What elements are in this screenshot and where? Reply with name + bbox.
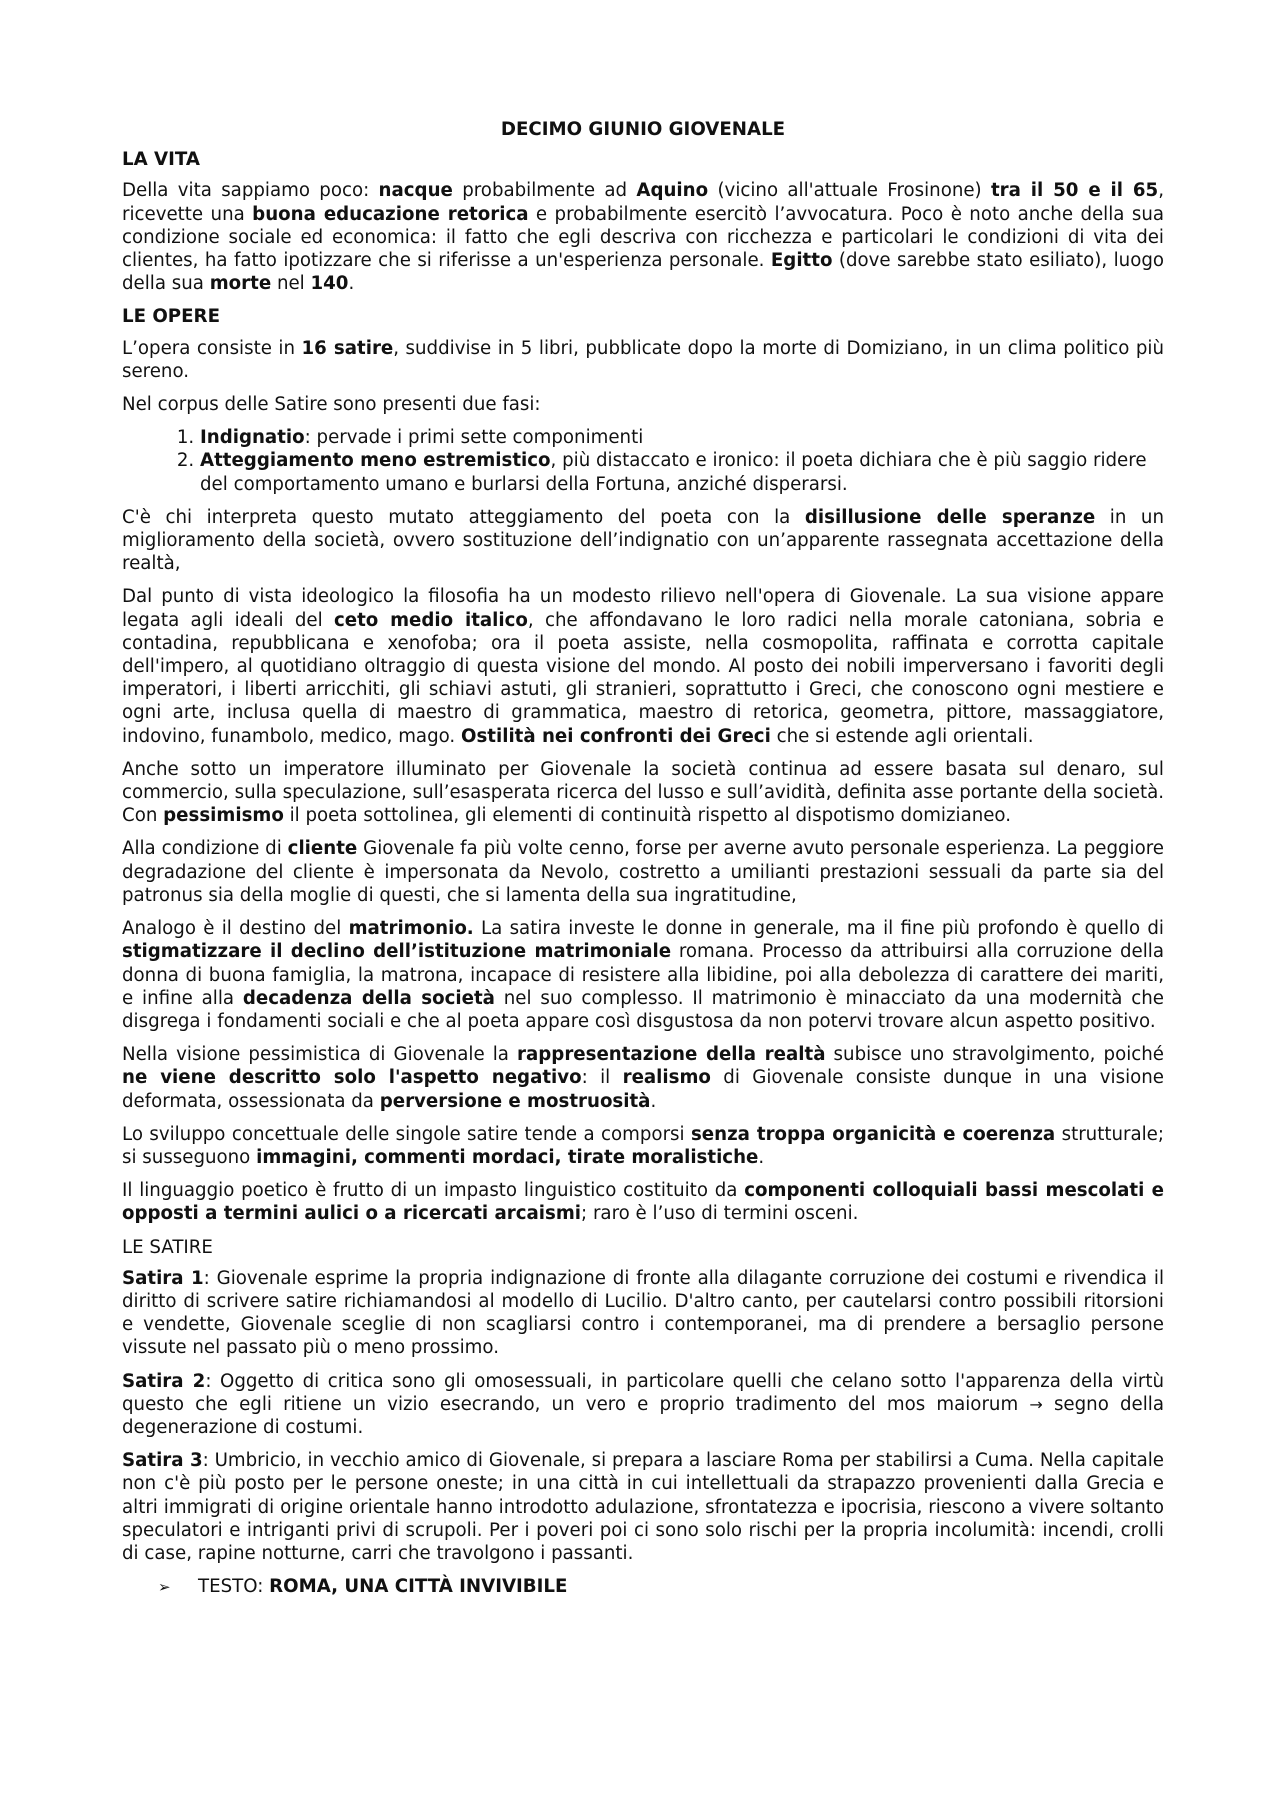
text-run: (dove sarebbe stato esiliato), luogo della sua: [122, 250, 1164, 295]
text-run: Alla condizione di: [122, 838, 288, 860]
bold-text: ceto medio italico: [333, 609, 528, 631]
bold-text: cliente: [287, 838, 358, 860]
bold-text: Aquino: [636, 180, 709, 202]
text-run: : Oggetto di critica sono gli omosessuali, in particolare quelli che celano sotto l'apparenza della virtù questo che egli ritiene un vizio esecrando, un vero e proprio tradimento del mos maiorum: [122, 1370, 1165, 1415]
bold-text: 140: [310, 273, 349, 295]
phase-item-1: [200, 426, 1164, 449]
paragraph-opere-1: [122, 337, 1164, 383]
text-run: C'è chi interpreta questo mutato atteggiamento del poeta con la: [122, 506, 805, 528]
section-heading-satire: LE SATIRE: [122, 1236, 213, 1258]
text-run: : pervade i primi sette componimenti: [304, 427, 644, 449]
bold-text: Satira 3: [122, 1450, 203, 1472]
text-run: .: [650, 1090, 657, 1112]
text-run: nel: [271, 273, 311, 295]
text-run: .: [758, 1146, 765, 1168]
text-run: Della vita sappiamo poco:: [122, 180, 379, 202]
bold-text: tra il 50 e il 65: [990, 180, 1159, 202]
bold-text: rappresentazione della realtà: [517, 1044, 826, 1066]
phases-list: [122, 426, 1164, 496]
bold-text: Satira 1: [122, 1267, 204, 1289]
phase-item-2: [200, 449, 1164, 495]
text-run: che si estende agli orientali.: [770, 725, 1034, 747]
testo-bullet: [158, 1575, 1164, 1599]
satira-paragraph: [122, 1449, 1164, 1565]
bold-text: decadenza della società: [242, 987, 495, 1009]
text-run: strutturale; si susseguono: [122, 1123, 1164, 1168]
bold-text: Ostilità nei confronti dei Greci: [461, 725, 771, 747]
bold-text: 16 satire: [301, 337, 394, 359]
bold-text: ne viene descritto solo l'aspetto negativo: [122, 1067, 582, 1089]
paragraph-vita: [122, 179, 1164, 295]
bold-text: morte: [209, 273, 272, 295]
body-paragraph: [122, 1179, 1164, 1225]
body-paragraph: [122, 506, 1164, 576]
text-run: Analogo è il destino del: [122, 918, 349, 940]
testo-label: TESTO:: [198, 1576, 270, 1598]
bold-text: pessimismo: [163, 805, 284, 827]
bold-text: Egitto: [770, 250, 833, 272]
text-run: , che affondavano le loro radici nella morale catoniana, sobria e contadina, repubblicana e xenofoba; ora il poeta assiste, nella cosmopolita, raffinata e corrotta capitale dell'impero, al quotidiano oltraggio di questa visione del mondo. Al posto dei nobili imperversano i favoriti degli imperatori, i liberti arricchiti, gli schiavi astuti, gli stranieri, soprattutto i Greci, che conoscono ogni mestiere e ogni arte, inclusa quella di maestro di grammatica, maestro di retorica, geometra, pittore, massaggiatore, indovino, funambolo, medico, mago.: [122, 609, 1164, 747]
text-run: subisce uno stravolgimento, poiché: [825, 1044, 1164, 1066]
text-run: Giovenale fa più volte cenno, forse per averne avuto personale esperienza. La peggiore degradazione del cliente è impersonata da Nevolo, costretto a umilianti prestazioni sessuali da parte sia del patronus sia della moglie di questi, che si lamenta della sua ingratitudine,: [122, 838, 1164, 906]
body-paragraph: [122, 1123, 1164, 1169]
body-paragraph: [122, 585, 1164, 747]
body-paragraph: [122, 1043, 1164, 1113]
text-run: : Umbricio, in vecchio amico di Giovenale, si prepara a lasciare Roma per stabilirsi a Cuma. Nella capitale non c'è più posto per le persone oneste; in una città in cui intellettuali da strapazzo provenienti dalla Grecia e altri immigrati di origine orientale hanno introdotto adulazione, sfrontatezza e ipocrisia, riescono a vivere soltanto speculatori e intriganti privi di scrupoli. Per i poveri poi ci sono solo rischi per la propria incolumità: incendi, crolli di case, rapine notturne, carri che travolgono i passanti.: [122, 1450, 1164, 1564]
body-paragraph: [122, 837, 1164, 907]
bold-text: buona educazione retorica: [252, 203, 529, 225]
text-run: : Giovenale esprime la propria indignazione di fronte alla dilagante corruzione dei costumi e rivendica il diritto di scrivere satire richiamandosi al modello di Lucilio. D'altro canto, per cautelarsi contro possibili ritorsioni e vendette, Giovenale sceglie di non scagliarsi contro i contemporanei, ma di prendere a bersaglio persone vissute nel passato più o meno prossimo.: [122, 1267, 1164, 1359]
text-run: Nella visione pessimistica di Giovenale la: [122, 1044, 518, 1066]
text-run: ; raro è l’uso di termini osceni.: [581, 1203, 859, 1225]
bold-text: perversione e mostruosità: [379, 1090, 651, 1112]
text-run: Il linguaggio poetico è frutto di un impasto linguistico costituito da: [122, 1180, 745, 1202]
bold-text: senza troppa organicità e coerenza: [690, 1123, 1056, 1145]
bold-text: Indignatio: [200, 427, 305, 449]
text-run: (vicino all'attuale Frosinone): [708, 180, 991, 202]
bold-text: componenti colloquiali bassi mescolati e opposti a termini aulici o a ricercati arcaismi: [122, 1180, 1164, 1225]
bold-text: realismo: [622, 1067, 711, 1089]
satira-paragraph: [122, 1267, 1164, 1360]
body-paragraph: [122, 917, 1164, 1033]
page-title: DECIMO GIUNIO GIOVENALE: [500, 119, 786, 140]
text-run: Dal punto di vista ideologico la filosofia ha un modesto rilievo nell'opera di Giovenale. La sua visione appare legata agli ideali del: [122, 586, 1164, 631]
text-run: , più distaccato e ironico: il poeta dichiara che è più saggio ridere del comportamento umano e burlarsi della Fortuna, anziché disperarsi.: [200, 450, 1147, 495]
bold-text: disillusione delle speranze: [804, 506, 1096, 528]
bold-text: nacque: [378, 180, 453, 202]
arrow-right-icon: →: [1029, 1394, 1043, 1414]
text-run: in un miglioramento della società, ovvero sostituzione dell’indignatio con un’apparente rassegnata accettazione della realtà,: [122, 506, 1164, 575]
text-run: di Giovenale consiste dunque in una visione deformata, ossessionata da: [122, 1067, 1164, 1112]
text-run: probabilmente ad: [452, 180, 637, 202]
section-heading-vita: LA VITA: [122, 149, 200, 171]
text-run: Anche sotto un imperatore illuminato per Giovenale la società continua ad essere basata sul denaro, sul commercio, sulla speculazione, sull’esasperata ricerca del lusso e sull’avidità, definita asse portante della società. Con: [122, 758, 1164, 827]
satira-paragraph: [122, 1370, 1164, 1440]
bold-text: stigmatizzare il declino dell’istituzione matrimoniale: [122, 941, 672, 963]
section-heading-opere: LE OPERE: [122, 306, 220, 328]
text-run: , ricevette una: [122, 180, 1165, 225]
bold-text: immagini, commenti mordaci, tirate moralistiche: [256, 1146, 759, 1168]
text-run: segno della degenerazione di costumi.: [122, 1393, 1164, 1438]
text-run: e probabilmente esercitò l’avvocatura. Poco è noto anche della sua condizione sociale ed economica: il fatto che egli descriva con ricchezza e particolari le condizioni di vita dei clientes, ha fatto ipotizzare che si riferisse a un'esperienza personale.: [122, 203, 1164, 272]
text-run: Lo sviluppo concettuale delle singole satire tende a comporsi: [122, 1123, 691, 1145]
testo-value: ROMA, UNA CITTÀ INVIVIBILE: [269, 1576, 568, 1598]
text-run: , suddivise in 5 libri, pubblicate dopo la morte di Domiziano, in un clima politico più sereno.: [122, 337, 1164, 382]
text-run: : il: [581, 1067, 623, 1089]
arrow-bullet-icon: ➢: [158, 1578, 171, 1597]
bold-text: matrimonio.: [348, 918, 474, 940]
text-run: L’opera consiste in: [122, 337, 302, 359]
text-run: il poeta sottolinea, gli elementi di continuità rispetto al dispotismo domizianeo.: [283, 805, 1012, 827]
paragraph-opere-2: [122, 393, 1164, 416]
body-paragraph: [122, 758, 1164, 828]
text-run: romana. Processo da attribuirsi alla corruzione della donna di buona famiglia, la matrona, incapace di resistere alla libidine, poi alla debolezza di carattere dei mariti, e infine alla: [122, 941, 1164, 1009]
text-run: nel suo complesso. Il matrimonio è minacciato da una modernità che disgrega i fondamenti sociali e che al poeta appare così disgustosa da non potervi trovare alcun aspetto positivo.: [122, 987, 1164, 1032]
bold-text: Atteggiamento meno estremistico: [200, 450, 551, 472]
text-run: La satira investe le donne in generale, ma il fine più profondo è quello di: [473, 918, 1164, 940]
text-run: Nel corpus delle Satire sono presenti due fasi:: [122, 394, 541, 416]
bold-text: Satira 2: [122, 1370, 206, 1392]
text-run: .: [348, 273, 355, 295]
